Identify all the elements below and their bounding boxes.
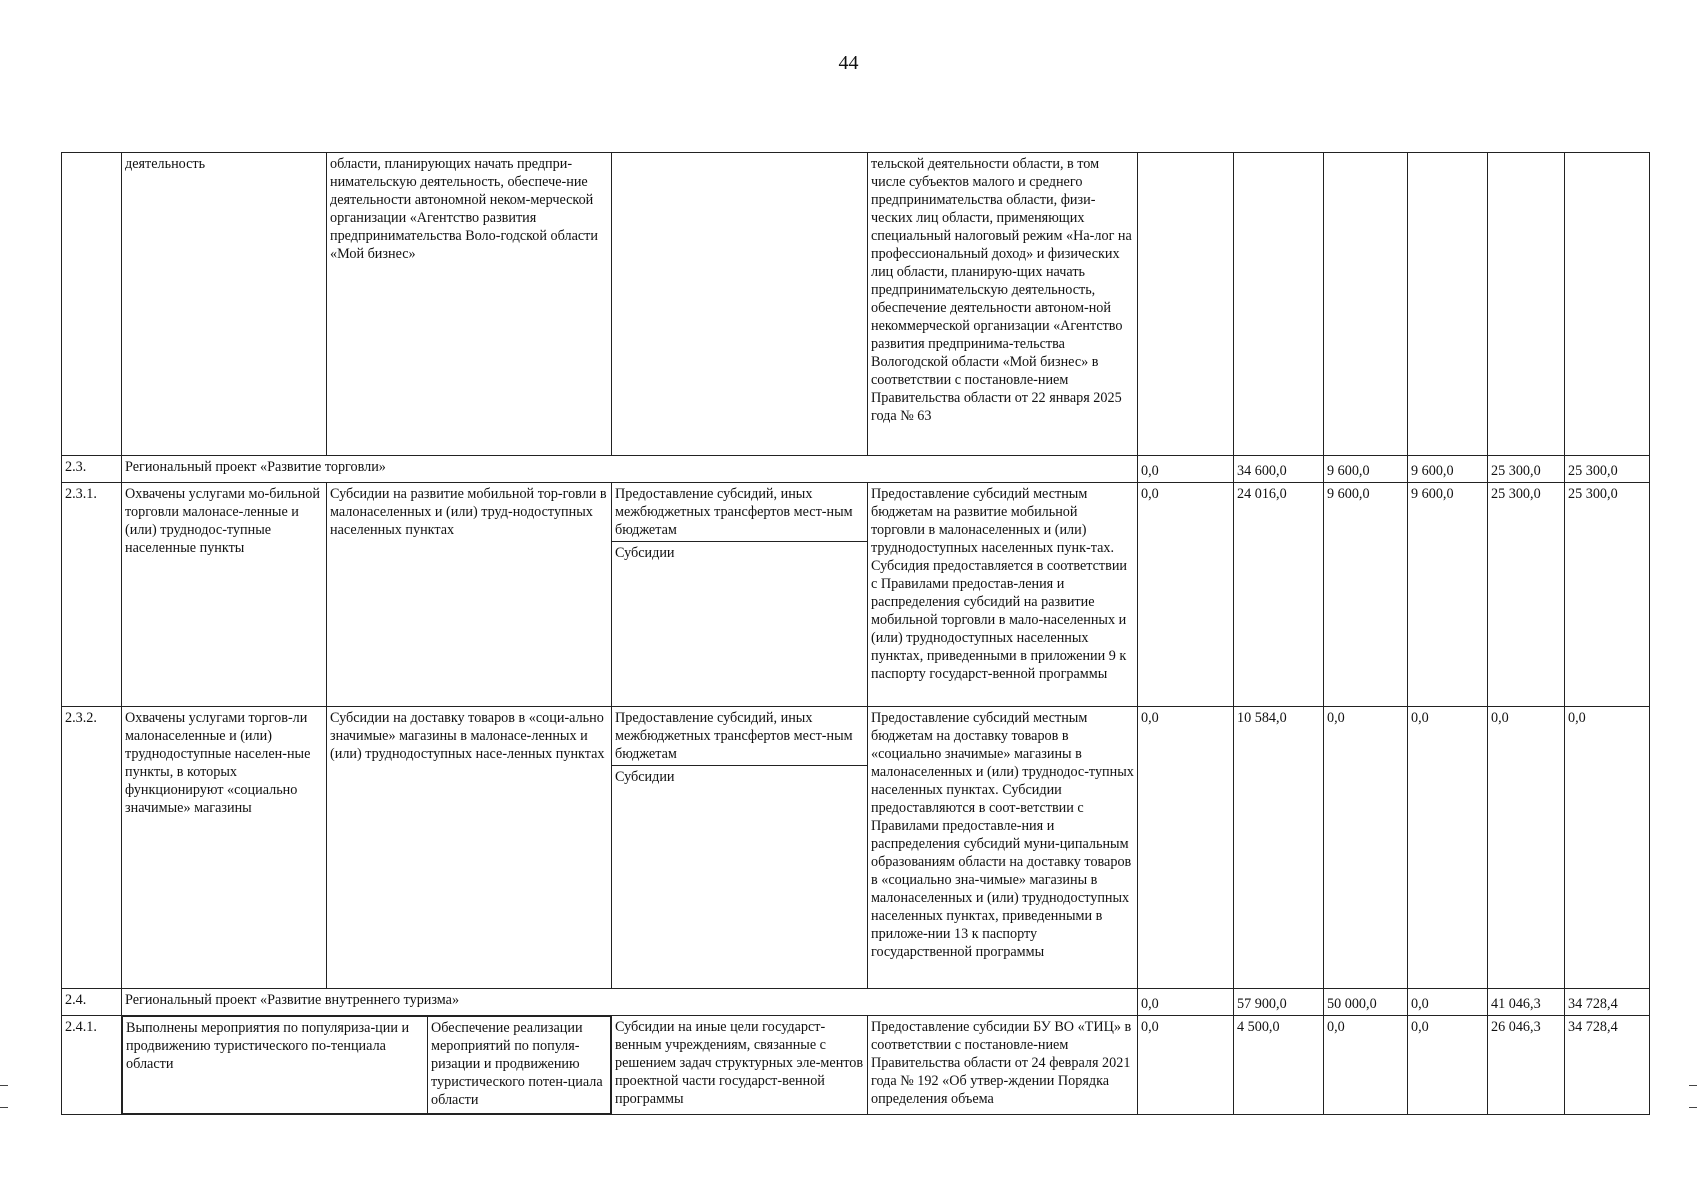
table-row-2-3-2 [62, 707, 1650, 989]
cell-num: 2.3.2. [62, 707, 122, 989]
cell-value: 0,0 [1408, 1016, 1488, 1115]
cell-type [612, 153, 868, 456]
table-row-2-3-1 [62, 483, 1650, 707]
table-row-continuation [62, 153, 1650, 456]
cell-value: 25 300,0 [1565, 483, 1650, 707]
cell-value: 34 728,4 [1565, 989, 1650, 1016]
table-row-section-2-4 [62, 989, 1650, 1016]
type-top: Предоставление субсидий, иных межбюджетных трансфертов мест-ным бюджетам [612, 707, 867, 766]
program-table [61, 152, 1650, 1115]
cell-value: 0,0 [1138, 483, 1234, 707]
cell-result-name: Охвачены услугами торгов-ли малонаселенные и (или) труднодоступные населен-ные пункты, в которых функционируют «социально значимые» магазины [122, 707, 327, 989]
cell-value: 50 000,0 [1324, 989, 1408, 1016]
cell-description: Предоставление субсидий местным бюджетам на развитие мобильной торговли в малонаселенных и (или) труднодоступных населенных пунк-тах. Субсидия предоставляется в соответствии с Правилами предостав-ления и распределения субсидий на развитие мобильной торговли в мало-населенных и (или) труднодоступных населенных пунктах, приведенными в приложении 9 к паспорту государст-венной программы [868, 483, 1138, 707]
cell-description: тельской деятельности области, в том числе субъектов малого и среднего предпринимательства области, физи-ческих лиц области, применяющих специальный налоговый режим «На-лог на профессиональный доход» и физических лиц области, планирую-щих начать предпринимательскую деятельность, обеспечение деятельности автоном-ной некоммерческой организации «Агентство развития предпринима-тельства Вологодской области «Мой бизнес» в соответствии с постановле-нием Правительства области от 22 января 2025 года № 63 [868, 153, 1138, 456]
type-bottom: Субсидии [615, 545, 675, 561]
cell-value [1565, 153, 1650, 456]
table-row-section-2-3 [62, 456, 1650, 483]
cell-value: 9 600,0 [1408, 456, 1488, 483]
page-number: 44 [838, 52, 859, 74]
type-top: Предоставление субсидий, иных межбюджетных трансфертов мест-ным бюджетам [612, 483, 867, 542]
cell-value: 0,0 [1408, 989, 1488, 1016]
cell-value [1234, 153, 1324, 456]
cell-value: 25 300,0 [1488, 483, 1565, 707]
cell-value: 25 300,0 [1565, 456, 1650, 483]
cell-value: 0,0 [1138, 989, 1234, 1016]
section-title: Региональный проект «Развитие торговли» [122, 456, 1138, 483]
cell-value: 9 600,0 [1324, 483, 1408, 707]
cell-value [1138, 153, 1234, 456]
cell-result-name: Охвачены услугами мо-бильной торговли малонасе-ленные и (или) труднодос-тупные населенные пункты [122, 483, 327, 707]
cell-value [1408, 153, 1488, 456]
cell-task: Субсидии на доставку товаров в «соци-ально значимые» магазины в малонасе-ленных и (или) труднодоступных насе-ленных пунктах [327, 707, 612, 989]
cell-task: области, планирующих начать предпри-нимательскую деятельность, обеспече-ние деятельности автономной неком-мерческой организации «Агентство развития предпринимательства Воло-годской области «Мой бизнес» [327, 153, 612, 456]
cell-num [62, 153, 122, 456]
cell-num: 2.3.1. [62, 483, 122, 707]
cell-value: 25 300,0 [1488, 456, 1565, 483]
scan-edge-mark [1689, 1085, 1697, 1086]
section-title: Региональный проект «Развитие внутреннего туризма» [122, 989, 1138, 1016]
cell-value: 0,0 [1324, 1016, 1408, 1115]
cell-value: 26 046,3 [1488, 1016, 1565, 1115]
cell-description: Предоставление субсидий местным бюджетам на доставку товаров в «социально значимые» магазины в малонаселенных и (или) труднодос-тупных населенных пунктах. Субсидии предоставляются в соот-ветствии с Правилами предоставле-ния и распределения субсидий муни-ципальным образованиям области на доставку товаров в «социально зна-чимые» магазины в малонаселенных и (или) труднодоступных населенных пунктах, приведенными в приложе-нии 13 к паспорту государственной программы [868, 707, 1138, 989]
scan-edge-mark [1689, 1107, 1697, 1108]
cell-result-and-task [122, 1016, 612, 1115]
cell-value: 0,0 [1138, 707, 1234, 989]
cell-value: 0,0 [1565, 707, 1650, 989]
cell-value: 41 046,3 [1488, 989, 1565, 1016]
cell-task: Субсидии на развитие мобильной тор-говли в малонаселенных и (или) труд-нодоступных населенных пунктах [327, 483, 612, 707]
cell-value: 9 600,0 [1324, 456, 1408, 483]
cell-type: Субсидии на иные цели государст-венным учреждениям, связанные с решением задач структурных эле-ментов проектной части государст-венной программы [612, 1016, 868, 1115]
cell-value: 4 500,0 [1234, 1016, 1324, 1115]
table-row-2-4-1 [62, 1016, 1650, 1115]
cell-value: 10 584,0 [1234, 707, 1324, 989]
cell-value: 0,0 [1138, 1016, 1234, 1115]
cell-num: 2.3. [62, 456, 122, 483]
cell-value: 34 728,4 [1565, 1016, 1650, 1115]
cell-task: Обеспечение реализации мероприятий по популя-ризации и продвижению туристического потен-циала области [428, 1017, 611, 1114]
cell-description: Предоставление субсидии БУ ВО «ТИЦ» в соответствии с постановле-нием Правительства области от 24 февраля 2021 года № 192 «Об утвер-ждении Порядка определения объема [868, 1016, 1138, 1115]
cell-result-name: Выполнены мероприятия по популяриза-ции и продвижению туристического по-тенциала области [123, 1017, 428, 1114]
cell-value [1324, 153, 1408, 456]
cell-num: 2.4. [62, 989, 122, 1016]
cell-value: 24 016,0 [1234, 483, 1324, 707]
type-bottom: Субсидии [615, 769, 675, 785]
cell-value [1488, 153, 1565, 456]
scan-edge-mark [0, 1085, 8, 1086]
cell-num: 2.4.1. [62, 1016, 122, 1115]
cell-value: 0,0 [1408, 707, 1488, 989]
scan-edge-mark [0, 1107, 8, 1108]
cell-value: 57 900,0 [1234, 989, 1324, 1016]
cell-value: 0,0 [1488, 707, 1565, 989]
cell-type [612, 707, 868, 989]
cell-type [612, 483, 868, 707]
result-task-subtable [122, 1016, 611, 1114]
cell-value: 34 600,0 [1234, 456, 1324, 483]
cell-value: 9 600,0 [1408, 483, 1488, 707]
cell-value: 0,0 [1138, 456, 1234, 483]
cell-result-name: деятельность [122, 153, 327, 456]
cell-value: 0,0 [1324, 707, 1408, 989]
